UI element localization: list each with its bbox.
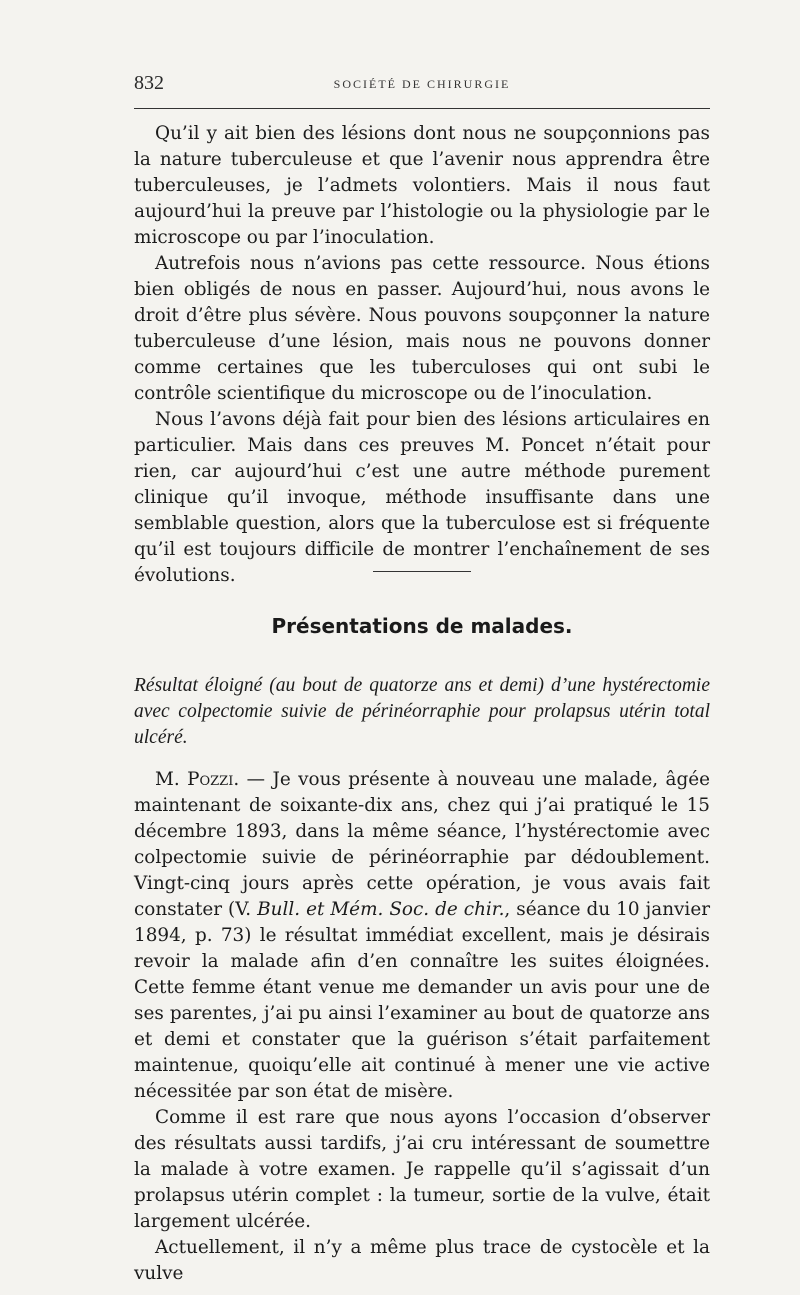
- case-paragraph-3: Actuellement, il n’y a même plus trace de cystocèle et la vulve: [134, 1237, 710, 1284]
- discussion-text: [134, 121, 710, 589]
- case-paragraph-1: [134, 767, 710, 1105]
- case-paragraph-2: Comme il est rare que nous ayons l’occasion d’observer des résultats aussi tardifs, j’ai cru intéressant de soumettre la malade à votre examen. Je rappelle qu’il s’agissait d’un prolapsus utérin complet : la tumeur, sortie de la vulve, était largement ulcérée.: [134, 1107, 710, 1232]
- running-head: [134, 72, 710, 100]
- journal-title: SOCIÉTÉ DE CHIRURGIE: [333, 77, 511, 91]
- case-paragraph-1-part-a: — Je vous présente à nouveau une malade, âgée maintenant de soixante-dix ans, chez qui j’ai pratiqué le 15 décembre 1893, dans la même séance, l’hystérectomie avec colpectomie suivie de périnéorraphie par dédoublement. Vingt-cinq jours après cette opération, je vous avais fait constater (V.: [134, 769, 710, 920]
- header-rule: [134, 108, 710, 109]
- case-title: Résultat éloigné (au bout de quatorze ans et demi) d’une hystérectomie avec colpectomie suivie de périnéorraphie pour prolapsus utérin total ulcéré.: [134, 675, 710, 748]
- discussion-paragraph-3: Nous l’avons déjà fait pour bien des lésions articulaires en particulier. Mais dans ces preuves M. Poncet n’était pour rien, car aujourd’hui c’est une autre méthode purement clinique qu’il invoque, méthode insuffisante dans une semblable question, alors que la tuberculose est si fréquente qu’il est toujours difficile de montrer l’enchaînement de ses évolutions.: [134, 409, 710, 586]
- section-divider: [373, 571, 471, 572]
- discussion-paragraph-1: Qu’il y ait bien des lésions dont nous ne soupçonnions pas la nature tuberculeuse et que l’avenir nous apprendra être tuberculeuses, je l’admets volontiers. Mais il nous faut aujourd’hui la preuve par l’histologie ou la physiologie par le microscope ou par l’inoculation.: [134, 123, 710, 248]
- case-text: [134, 767, 710, 1287]
- journal-reference: Bull. et Mém. Soc. de chir.: [257, 899, 505, 920]
- section-heading: Présentations de malades.: [271, 614, 573, 638]
- discussion-paragraph-2: Autrefois nous n’avions pas cette ressource. Nous étions bien obligés de nous en passer. Aujourd’hui, nous avons le droit d’être plus sévère. Nous pouvons soupçonner la nature tuberculeuse d’une lésion, mais nous ne pouvons donner comme certaines que les tuberculoses qui ont subi le contrôle scientifique du microscope ou de l’inoculation.: [134, 253, 710, 404]
- case-paragraph-1-part-b: , séance du 10 janvier 1894, p. 73) le résultat immédiat excellent, mais je désirais revoir la malade afin d’en connaître les suites éloignées. Cette femme étant venue me demander un avis pour une de ses parentes, j’ai pu ainsi l’examiner au bout de quatorze ans et demi et constater que la guérison s’était parfaitement maintenue, quoiqu’elle ait continué à mener une vie active nécessitée par son état de misère.: [134, 899, 710, 1102]
- page-number: 832: [134, 72, 164, 94]
- speaker-name: M. Pozzi.: [155, 769, 240, 790]
